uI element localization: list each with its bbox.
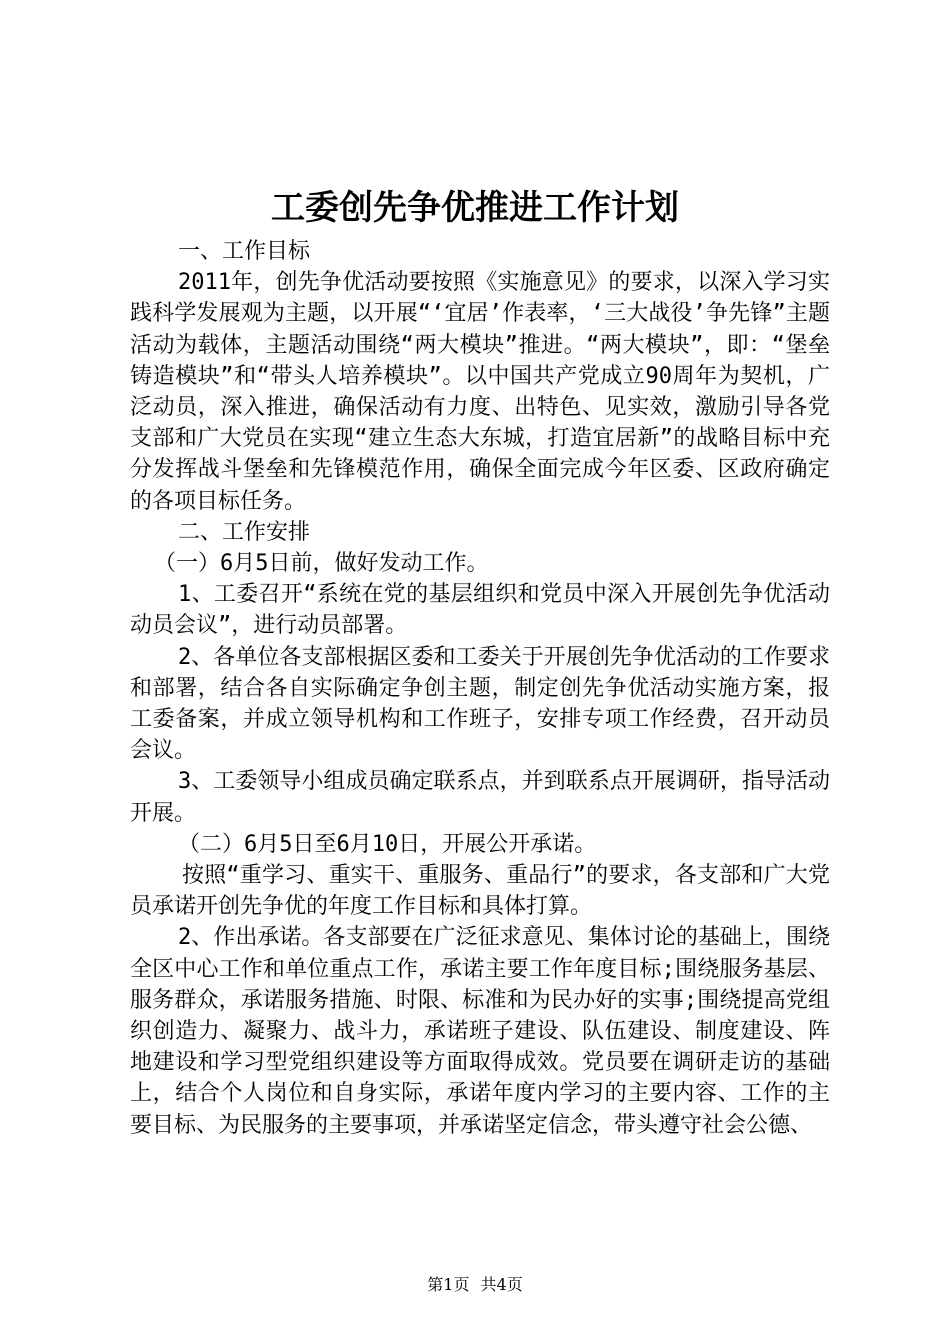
- document-body: [130, 236, 830, 1141]
- document-title: 工委创先争优推进工作计划: [271, 188, 679, 228]
- subsection-heading: （二）6月5日至6月10日，开展公开承诺。: [178, 831, 597, 857]
- section-heading: 二、工作安排: [178, 519, 311, 545]
- paragraph: 2、作出承诺。各支部要在广泛征求意见、集体讨论的基础上，围绕全区中心工作和单位重点工作，承诺主要工作年度目标;围绕服务基层、服务群众，承诺服务措施、时限、标准和为民办好的实事;围绕提高党组织创造力、凝聚力、战斗力，承诺班子建设、队伍建设、制度建设、阵地建设和学习型党组织建设等方面取得成效。党员要在调研走访的基础上，结合个人岗位和自身实际，承诺年度内学习的主要内容、工作的主要目标、为民服务的主要事项，并承诺坚定信念，带头遵守社会公德、: [130, 925, 830, 1138]
- section-heading: 一、工作目标: [178, 239, 311, 264]
- subsection-heading: （一）6月5日前，做好发动工作。: [154, 551, 489, 577]
- page-total: 共4页: [480, 1275, 523, 1294]
- page-footer: [0, 1272, 950, 1295]
- paragraph: 2、各单位各支部根据区委和工委关于开展创先争优活动的工作要求和部署，结合各自实际确定争创主题，制定创先争优活动实施方案，报工委备案，并成立领导机构和工作班子，安排专项工作经费，召开动员会议。: [130, 644, 830, 764]
- paragraph: 1、工委召开“系统在党的基层组织和党员中深入开展创先争优活动动员会议”，进行动员部署。: [130, 582, 830, 639]
- paragraph: 按照“重学习、重实干、重服务、重品行”的要求，各支部和广大党员承诺开创先争优的年度工作目标和具体打算。: [130, 863, 830, 920]
- page-number: 第1页: [427, 1275, 470, 1294]
- paragraph: 2011年，创先争优活动要按照《实施意见》的要求，以深入学习实践科学发展观为主题，以开展“‘宜居’作表率，‘三大战役’争先锋”主题活动为载体，主题活动围绕“两大模块”推进。“两大模块”，即：“堡垒铸造模块”和“带头人培养模块”。以中国共产党成立90周年为契机，广泛动员，深入推进，确保活动有力度、出特色、见实效，激励引导各党支部和广大党员在实现“建立生态大东城，打造宜居新”的战略目标中充分发挥战斗堡垒和先锋模范作用，确保全面完成今年区委、区政府确定的各项目标任务。: [130, 270, 830, 514]
- paragraph: 3、工委领导小组成员确定联系点，并到联系点开展调研，指导活动开展。: [130, 769, 830, 826]
